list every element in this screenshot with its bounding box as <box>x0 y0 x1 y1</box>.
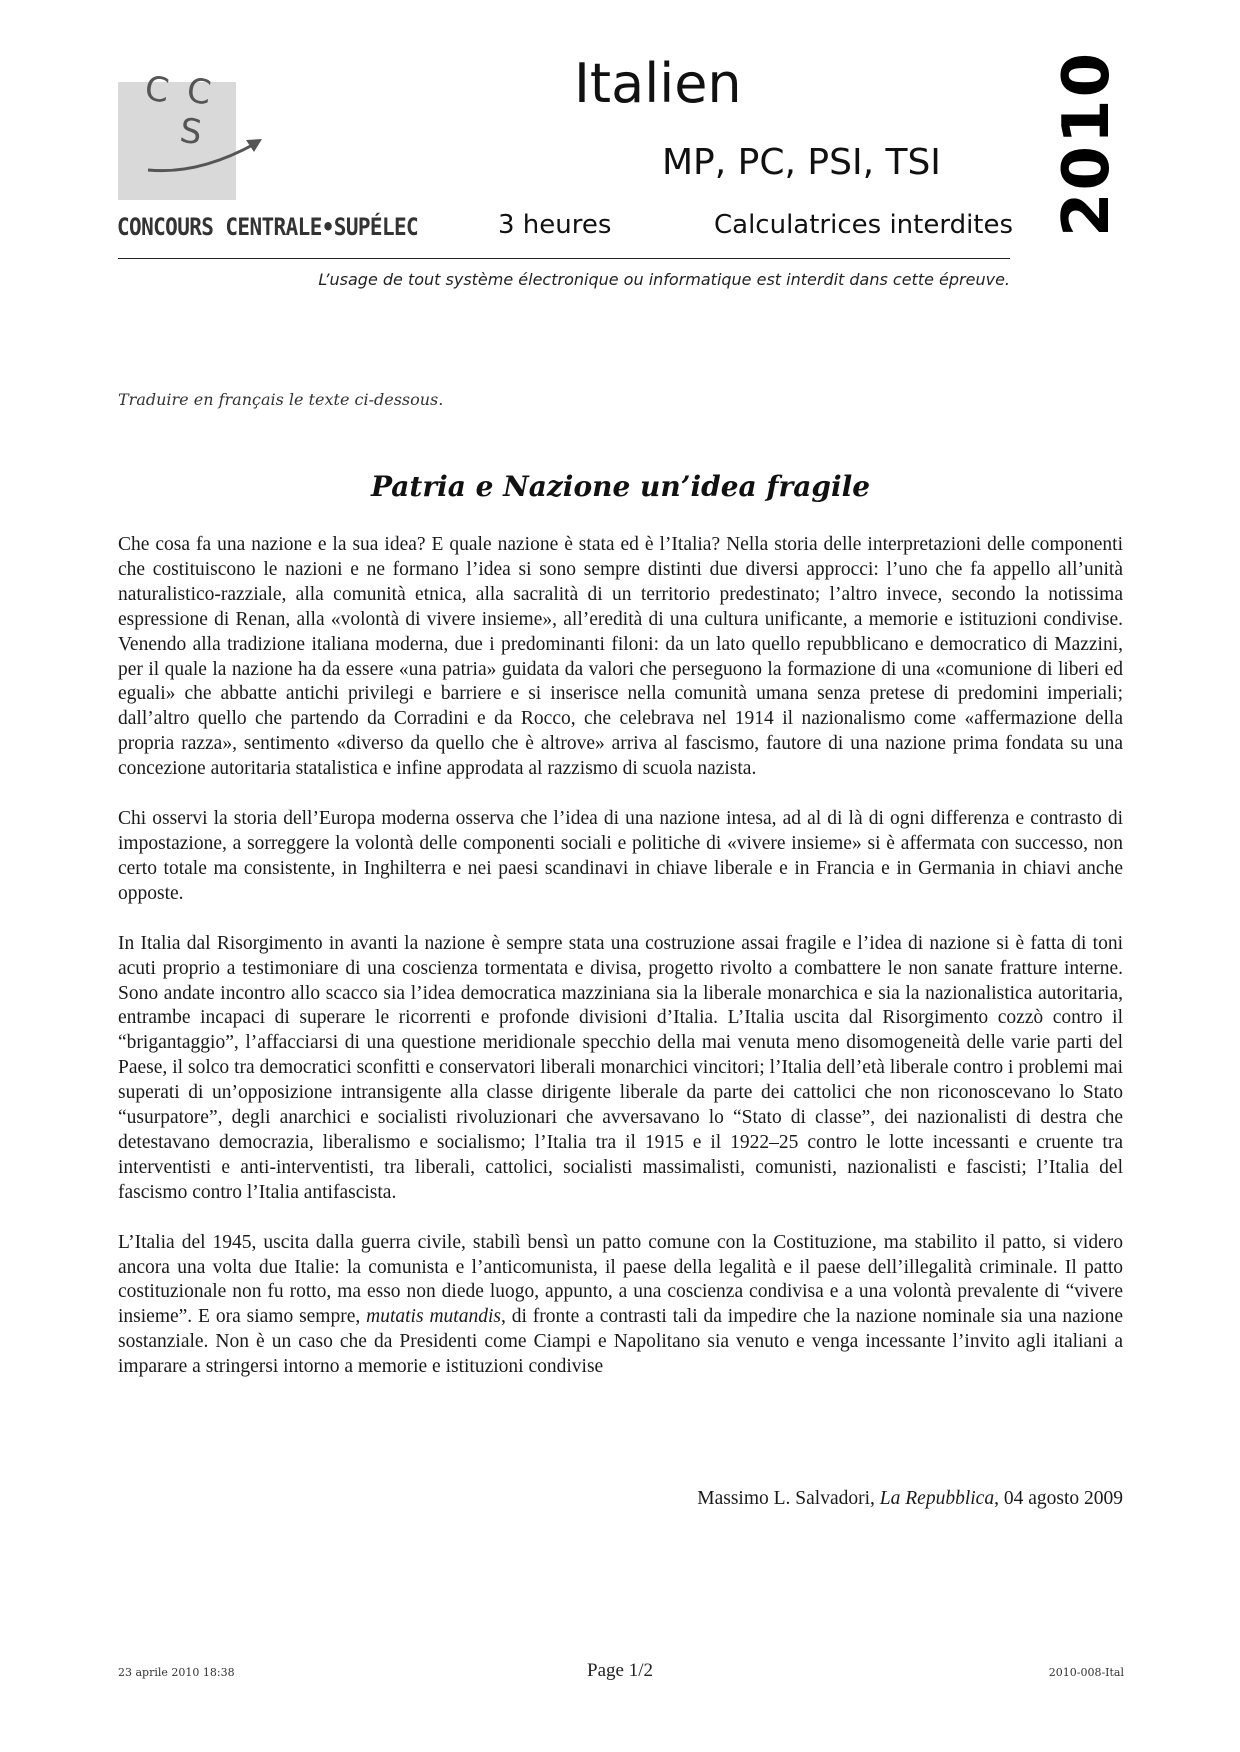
footer-reference: 2010-008-Ital <box>1048 1666 1124 1679</box>
citation-date: , 04 agosto 2009 <box>994 1488 1123 1509</box>
logo-letter-c-2: C <box>184 70 214 114</box>
page-number: Page 1/2 <box>587 1660 653 1681</box>
calculator-rule: Calculatrices interdites <box>714 210 1014 240</box>
header-divider <box>118 258 1010 259</box>
paragraph-4: L’Italia del 1945, uscita dalla guerra civile, stabilì bensì un patto comune con la Costituzione, ma stabilito il patto, si videro ancora una volta due Italie: la comunista e l’anticomunista, il paese della legalità e il paese dell’illegalità criminale. Il patto costituzionale non fu rotto, ma esso non diede luogo, appunto, a una coscienza condivisa e a una volontà prevalente di “vivere insieme”. E ora siamo sempre, mutatis mutandis, di fronte a contrasti tali da impedire che la nazione nominale sia una nazione sostanziale. Non è un caso che da Presidenti come Ciampi e Napolitano sia venuto e venga incessante l’invito agli italiani a imparare a stringersi intorno a memorie e istituzioni condivise <box>118 1231 1123 1378</box>
subject-title: Italien <box>574 52 742 115</box>
paragraph-2: Chi osservi la storia dell’Europa moderna osserva che l’idea di una nazione intesa, ad al di là di ogni differenza e contrasto di impostazione, a sorreggere la volontà delle componenti sociali e politiche di «vivere insieme» si è affermata con successo, non certo totale ma consistente, in Inghilterra e nei paesi scandinavi in chiave liberale e in Francia e in Germania in chiavi anche opposte. <box>118 808 1123 904</box>
citation <box>118 1488 1123 1510</box>
citation-source: La Repubblica <box>879 1488 995 1509</box>
exam-duration: 3 heures <box>498 210 612 240</box>
paragraph-3: In Italia dal Risorgimento in avanti la nazione è sempre stata una costruzione assai fragile e l’idea di nazione si è fatta di toni acuti proprio a testimoniare di una coscienza tormentata e divisa, progetto rivolto a combattere le non sanate fratture interne. Sono andate incontro allo scacco sia l’idea democratica mazziniana sia la liberale monarchica e sia la nazionalistica autoritaria, entrambe incapaci di superare le ricorrenti e profonde divisioni d’Italia. L’Italia uscita dal Risorgimento cozzò contro il “brigantaggio”, l’affacciarsi di una questione meridionale specchio della mai venuta meno disomogeneità delle varie parti del Paese, il solco tra democratici sconfitti e conservatori liberali monarchici vincitori; l’Italia dell’età liberale contro i problemi mai superati di un’opposizione intransigente alla classe dirigente liberale da parte dei cattolici che non riconoscevano lo Stato “usurpatore”, degli anarchici e socialisti rivoluzionari che avversavano lo “Stato di classe”, dei nazionalisti di destra che detestavano democrazia, liberalismo e socialismo; l’Italia tra il 1915 e il 1922–25 contro le lotte incessanti e cruente tra interventisti e anti-interventisti, tra liberali, cattolici, socialisti massimalisti, comunisti, nazionalisti e fascisti; l’Italia del fascismo contro l’Italia antifascista. <box>118 932 1123 1203</box>
citation-author: Massimo L. Salvadori, <box>697 1488 875 1509</box>
footer-timestamp: 23 aprile 2010 18:38 <box>118 1666 235 1679</box>
filieres: MP, PC, PSI, TSI <box>662 142 941 183</box>
logo-letter-c-1: C <box>142 68 172 112</box>
text-body <box>118 533 1123 1405</box>
exam-year: 2010 <box>1050 50 1124 237</box>
paragraph-1: Che cosa fa una nazione e la sua idea? E quale nazione è stata ed è l’Italia? Nella storia delle interpretazioni delle componenti che costituiscono le nazioni e ne formano l’idea si sono sempre distinti due diversi approcci: l’uno che fa appello all’unità naturalistico-razziale, alla comunità etnica, alla sacralità di un territorio predestinato; l’altro invece, secondo la notissima espressione di Renan, alla «volontà di vivere insieme», all’eredità di una cultura unificante, a memorie e istituzioni condivise. Venendo alla tradizione italiana moderna, due i predominanti filoni: da un lato quello repubblicano e democratico di Mazzini, per il quale la nazione ha da essere «una patria» guidata da valori che perseguono la formazione di una «comunione di liberi ed eguali» che abbatte antichi privilegi e barriere e si inserisce nella comunità umana senza pretese di predomini imperiali; dall’altro quello che partendo da Corradini e da Rocco, che celebrava nel 1914 il nazionalismo come «affermazione della propria razza», sentimento «diverso da quello che è altrove» arriva al fascismo, fautore di una nazione prima fondata su una concezione autoritaria statalistica e infine approdata al razzismo di scuola nazista. <box>118 534 1123 780</box>
logo-arrow-icon <box>140 130 270 180</box>
logo-caption: CONCOURS CENTRALE•SUPÉLEC <box>117 213 419 241</box>
electronics-notice: L’usage de tout système électronique ou informatique est interdit dans cette épreuve. <box>318 270 1010 289</box>
logo-letter-s: S <box>177 110 205 154</box>
text-title: Patria e Nazione un’idea fragile <box>370 470 871 503</box>
instruction: Traduire en français le texte ci-dessous. <box>118 390 444 409</box>
